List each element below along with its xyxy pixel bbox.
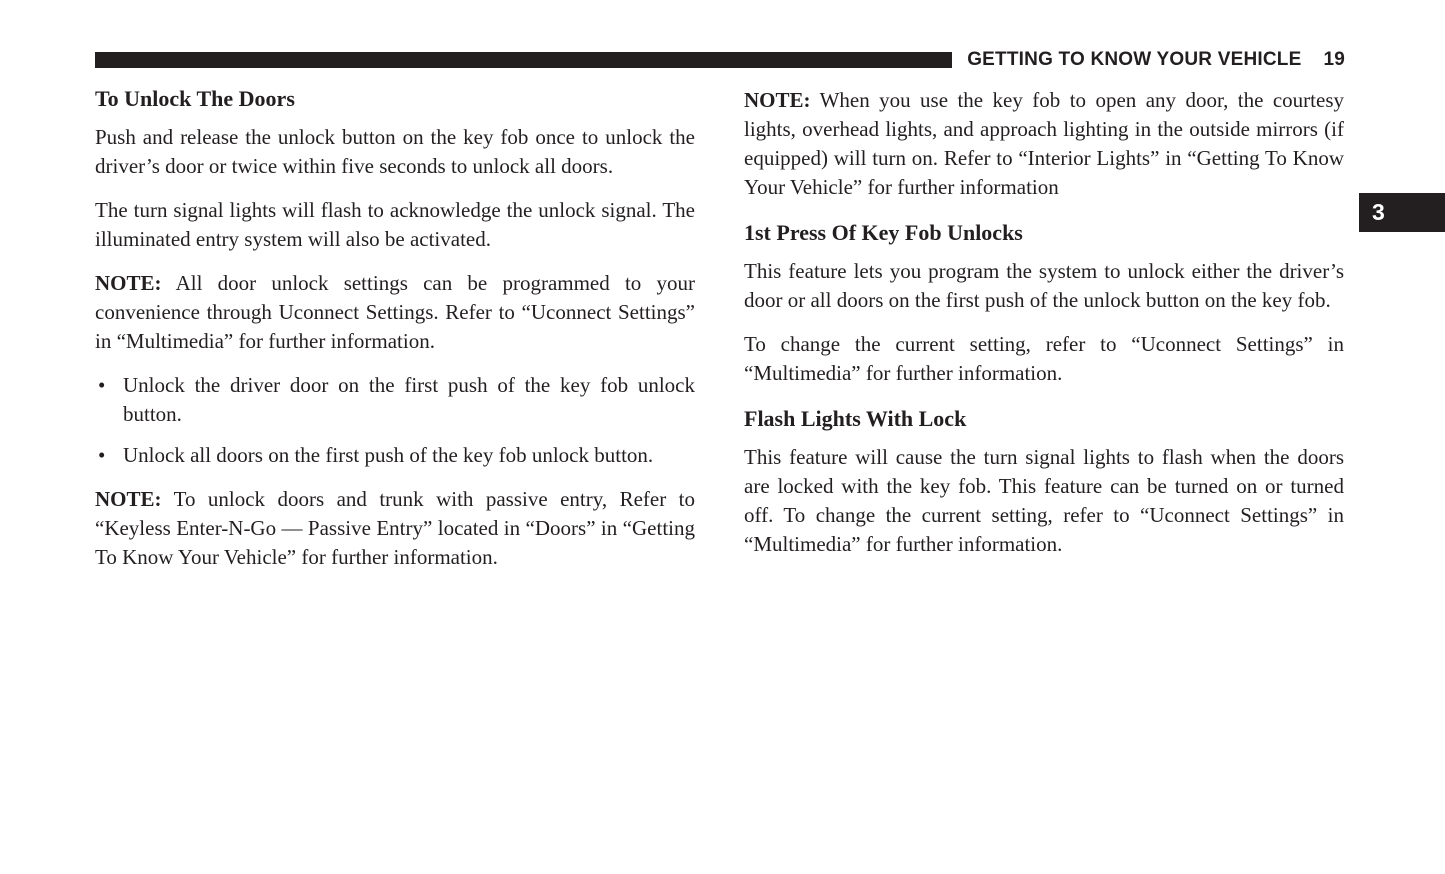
running-header [967, 49, 1345, 71]
note-paragraph [95, 269, 695, 356]
page-number: 19 [1323, 49, 1345, 70]
chapter-tab-number: 3 [1372, 199, 1385, 225]
note-label: NOTE: [95, 487, 162, 511]
paragraph: This feature will cause the turn signal lights to flash when the doors are locked with the key fob. This feature can be turned on or turned off. To change the current setting, refer to “Uconnect Settings” in “Multimedia” for further information. [744, 445, 1344, 556]
page-header [95, 44, 1345, 76]
list-item [95, 441, 695, 470]
note-text: To unlock doors and trunk with passive entry, Refer to “Keyless Enter-N-Go — Passive Entry” located in “Doors” in “Getting To Know Your Vehicle” for further information. [95, 487, 695, 569]
left-column [95, 86, 695, 587]
section-heading-flash-lights: Flash Lights With Lock [744, 406, 967, 431]
page-body [95, 86, 1345, 587]
paragraph: Push and release the unlock button on the key fob once to unlock the driver’s door or twice within five seconds to unlock all doors. [95, 125, 695, 178]
note-label: NOTE: [95, 271, 162, 295]
list-item-text: Unlock the driver door on the first push of the key fob unlock button. [123, 373, 695, 426]
note-paragraph [744, 86, 1344, 202]
unlock-options-list [95, 371, 695, 470]
section-heading-first-press: 1st Press Of Key Fob Unlocks [744, 220, 1023, 245]
bullet-icon: • [98, 373, 106, 397]
header-rule [95, 52, 952, 68]
note-paragraph [95, 485, 695, 572]
section-heading-unlock-doors: To Unlock The Doors [95, 86, 295, 111]
right-column [744, 86, 1344, 587]
list-item-text: Unlock all doors on the first push of the key fob unlock button. [123, 443, 654, 467]
note-text: When you use the key fob to open any door, the courtesy lights, overhead lights, and approach lighting in the outside mirrors (if equipped) will turn on. Refer to “Interior Lights” in “Getting To Know Your Vehicle” for further information [744, 88, 1344, 199]
paragraph: This feature lets you program the system to unlock either the driver’s door or all doors on the first push of the unlock button on the key fob. [744, 259, 1344, 312]
chapter-title: GETTING TO KNOW YOUR VEHICLE [967, 49, 1302, 70]
note-label: NOTE: [744, 88, 811, 112]
paragraph: To change the current setting, refer to “Uconnect Settings” in “Multimedia” for further information. [744, 332, 1344, 385]
list-item [95, 371, 695, 429]
note-text: All door unlock settings can be programmed to your convenience through Uconnect Settings. Refer to “Uconnect Settings” in “Multimedia” for further information. [95, 271, 695, 353]
paragraph: The turn signal lights will flash to acknowledge the unlock signal. The illuminated entry system will also be activated. [95, 198, 695, 251]
chapter-tab [1359, 193, 1445, 232]
bullet-icon: • [98, 443, 106, 467]
